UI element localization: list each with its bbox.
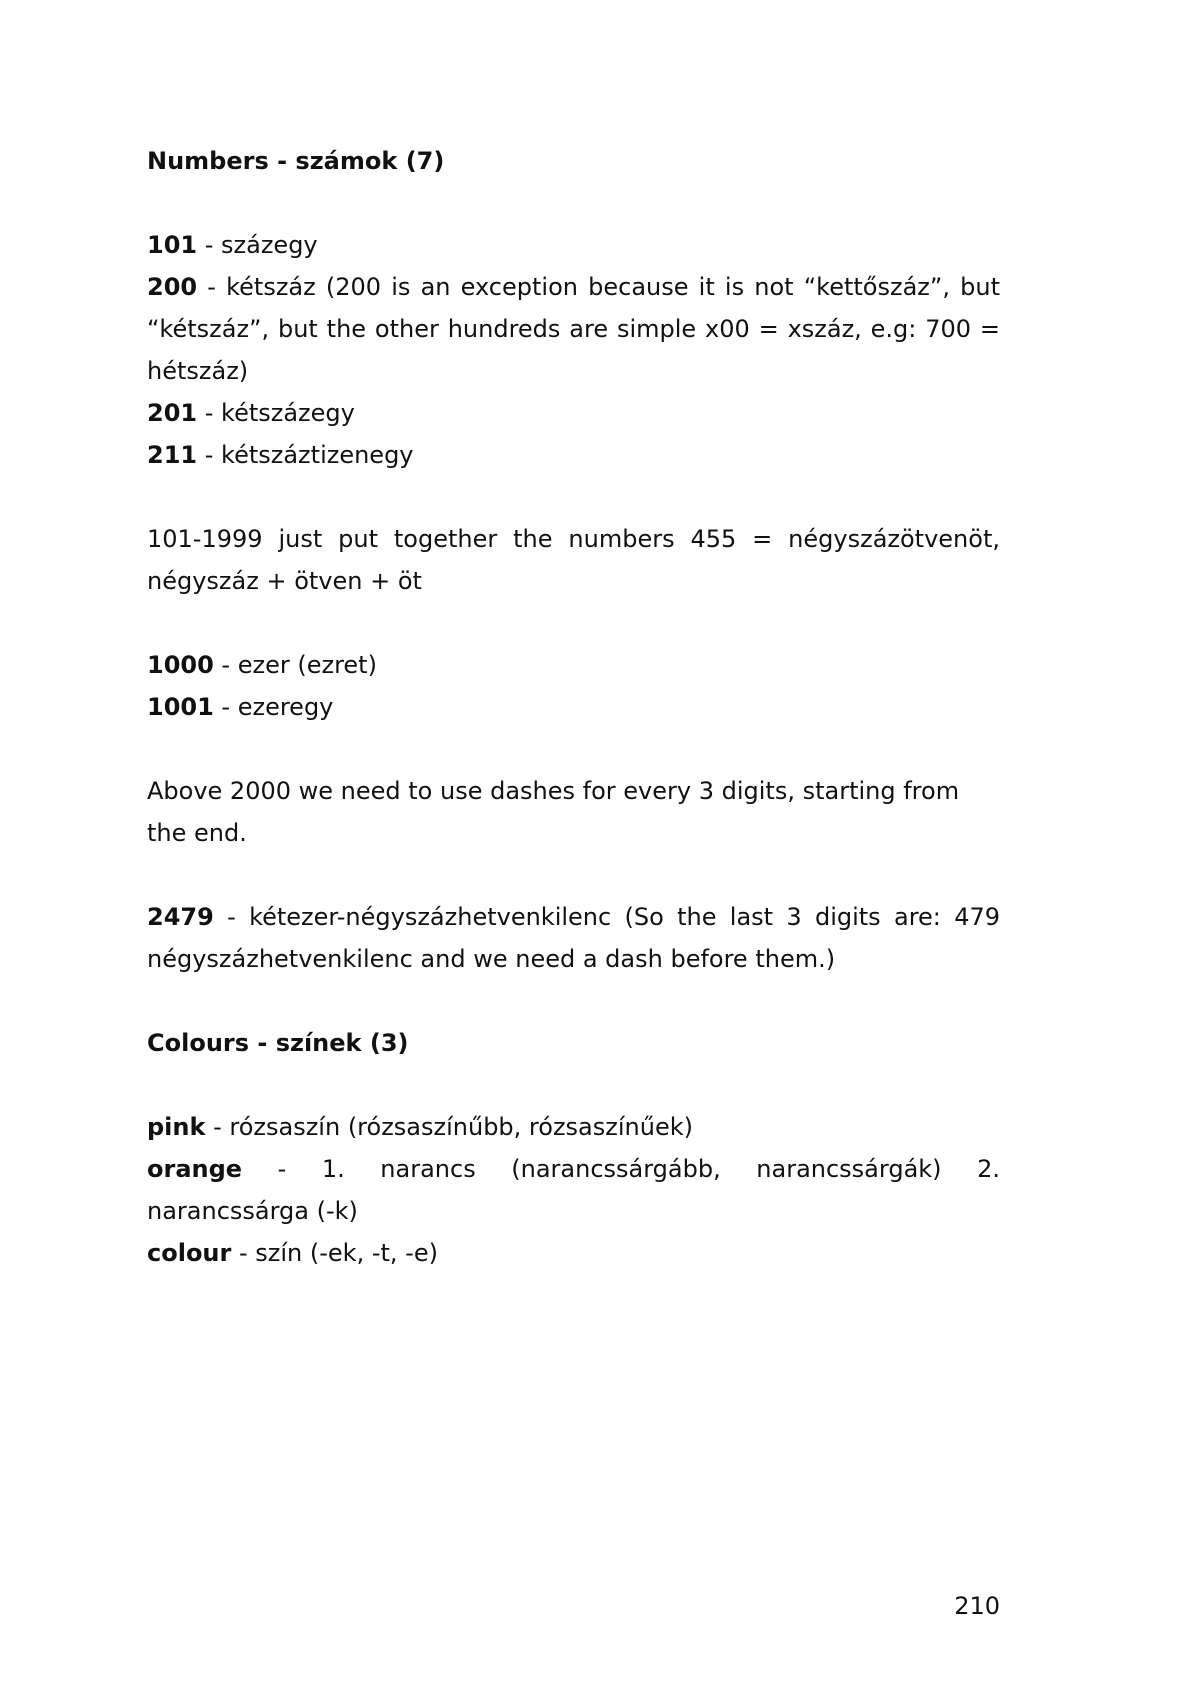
colours-heading: Colours - színek (3) bbox=[147, 1029, 409, 1057]
colours-list bbox=[147, 1106, 1000, 1274]
entry-pink bbox=[147, 1106, 1000, 1148]
entry-2479 bbox=[147, 896, 1000, 980]
entry-201 bbox=[147, 392, 1000, 434]
spacer bbox=[147, 182, 1000, 224]
entry-term: 1000 bbox=[147, 651, 214, 679]
numbers-heading: Numbers - számok (7) bbox=[147, 147, 445, 175]
entry-text: - rózsaszín (rózsaszínűbb, rózsaszínűek) bbox=[205, 1113, 693, 1141]
entry-200 bbox=[147, 266, 1000, 392]
page-number: 210 bbox=[954, 1592, 1000, 1620]
entry-term: 1001 bbox=[147, 693, 214, 721]
entry-211 bbox=[147, 434, 1000, 476]
entry-text: - kétszázegy bbox=[197, 399, 355, 427]
entry-1000 bbox=[147, 644, 1000, 686]
entry-term: 2479 bbox=[147, 903, 214, 931]
dash-note: Above 2000 we need to use dashes for every 3 digits, starting from the end. bbox=[147, 777, 960, 847]
entry-text: - százegy bbox=[197, 231, 318, 259]
numbers-thousands-list bbox=[147, 644, 1000, 728]
spacer bbox=[147, 476, 1000, 518]
spacer bbox=[147, 1064, 1000, 1106]
spacer bbox=[147, 602, 1000, 644]
entry-text: - kétszáz (200 is an exception because it is not “kettőszáz”, but “kétszáz”, but the other hundreds are simple x00 = xszáz, e.g: 700 = hétszáz) bbox=[147, 273, 1000, 385]
spacer bbox=[147, 728, 1000, 770]
entry-text: - ezeregy bbox=[213, 693, 334, 721]
spacer bbox=[147, 980, 1000, 1022]
entry-term: 201 bbox=[147, 399, 198, 427]
entry-101 bbox=[147, 224, 1000, 266]
spacer bbox=[147, 854, 1000, 896]
entry-term: colour bbox=[147, 1239, 232, 1267]
entry-text: - kétszáztizenegy bbox=[197, 441, 414, 469]
entry-text: - kétezer-négyszázhetvenkilenc (So the last 3 digits are: 479 négyszázhetvenkilenc and we need a dash before them.) bbox=[147, 903, 1000, 973]
entry-text: - ezer (ezret) bbox=[213, 651, 377, 679]
entry-orange bbox=[147, 1148, 1000, 1232]
entry-term: 200 bbox=[147, 273, 198, 301]
entry-text: - 1. narancs (narancssárgább, narancssárgák) 2. narancssárga (-k) bbox=[147, 1155, 1000, 1225]
combine-note: 101-1999 just put together the numbers 455 = négyszázötvenöt, négyszáz + ötven + öt bbox=[147, 525, 1000, 595]
entry-1001 bbox=[147, 686, 1000, 728]
entry-text: - szín (-ek, -t, -e) bbox=[231, 1239, 438, 1267]
entry-colour bbox=[147, 1232, 1000, 1274]
entry-term: orange bbox=[147, 1155, 243, 1183]
numbers-hundreds-list bbox=[147, 224, 1000, 476]
entry-term: pink bbox=[147, 1113, 206, 1141]
document-page bbox=[147, 140, 1000, 1274]
entry-term: 101 bbox=[147, 231, 198, 259]
entry-term: 211 bbox=[147, 441, 198, 469]
